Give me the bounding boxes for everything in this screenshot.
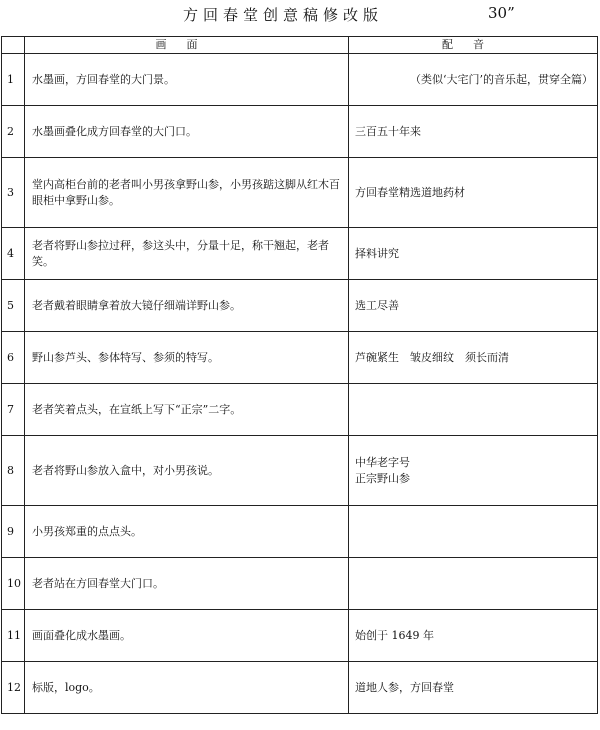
table-row (2, 106, 598, 158)
duration-label: 30” (488, 4, 515, 22)
document-title: 方回春堂创意稿修改版 (183, 6, 384, 24)
table-row (2, 332, 598, 384)
column-header-number (2, 37, 25, 54)
table-row (2, 506, 598, 558)
audio-cell: （类似‘大宅门’的音乐起，贯穿全篇） (349, 54, 598, 106)
audio-cell: 道地人参，方回春堂 (349, 662, 598, 714)
scene-cell: 野山参芦头、参体特写、参须的特写。 (25, 332, 349, 384)
scene-cell: 画面叠化成水墨画。 (25, 610, 349, 662)
document-header (0, 0, 600, 30)
table-row (2, 228, 598, 280)
scene-cell: 老者将野山参拉过秤，参这头中，分量十足，称干翘起，老者笑。 (25, 228, 349, 280)
audio-line: 正宗野山参 (355, 471, 410, 485)
scene-cell: 老者笑着点头，在宣纸上写下“正宗”二字。 (25, 384, 349, 436)
audio-cell: 选工尽善 (349, 280, 598, 332)
row-number: 6 (2, 332, 25, 384)
audio-cell: 始创于 1649 年 (349, 610, 598, 662)
table-row (2, 662, 598, 714)
table-row (2, 54, 598, 106)
table-row (2, 558, 598, 610)
row-number: 12 (2, 662, 25, 714)
row-number: 3 (2, 158, 25, 228)
audio-cell: 芦碗紧生 皱皮细纹 须长而清 (349, 332, 598, 384)
row-number: 7 (2, 384, 25, 436)
table-row (2, 280, 598, 332)
row-number: 9 (2, 506, 25, 558)
row-number: 2 (2, 106, 25, 158)
row-number: 4 (2, 228, 25, 280)
audio-cell: 方回春堂精选道地药材 (349, 158, 598, 228)
table-header-row (2, 37, 598, 54)
audio-cell (349, 384, 598, 436)
scene-cell: 标版，logo。 (25, 662, 349, 714)
audio-cell: 三百五十年来 (349, 106, 598, 158)
audio-cell: 择料讲究 (349, 228, 598, 280)
audio-cell (349, 436, 598, 506)
column-header-scene: 画面 (25, 37, 349, 54)
scene-cell: 水墨画叠化成方回春堂的大门口。 (25, 106, 349, 158)
column-header-audio: 配音 (349, 37, 598, 54)
scene-cell: 水墨画，方回春堂的大门景。 (25, 54, 349, 106)
scene-cell: 老者将野山参放入盒中，对小男孩说。 (25, 436, 349, 506)
table-row (2, 610, 598, 662)
table-row (2, 384, 598, 436)
row-number: 8 (2, 436, 25, 506)
audio-line: 中华老字号 (355, 455, 410, 469)
row-number: 11 (2, 610, 25, 662)
row-number: 1 (2, 54, 25, 106)
row-number: 5 (2, 280, 25, 332)
storyboard-table (1, 36, 598, 714)
scene-cell: 老者站在方回春堂大门口。 (25, 558, 349, 610)
audio-cell (349, 558, 598, 610)
scene-cell: 小男孩郑重的点点头。 (25, 506, 349, 558)
scene-cell: 老者戴着眼睛拿着放大镜仔细端详野山参。 (25, 280, 349, 332)
row-number: 10 (2, 558, 25, 610)
table-row (2, 158, 598, 228)
audio-cell (349, 506, 598, 558)
table-row (2, 436, 598, 506)
scene-cell: 堂内高柜台前的老者叫小男孩拿野山参，小男孩踮这脚从红木百眼柜中拿野山参。 (25, 158, 349, 228)
